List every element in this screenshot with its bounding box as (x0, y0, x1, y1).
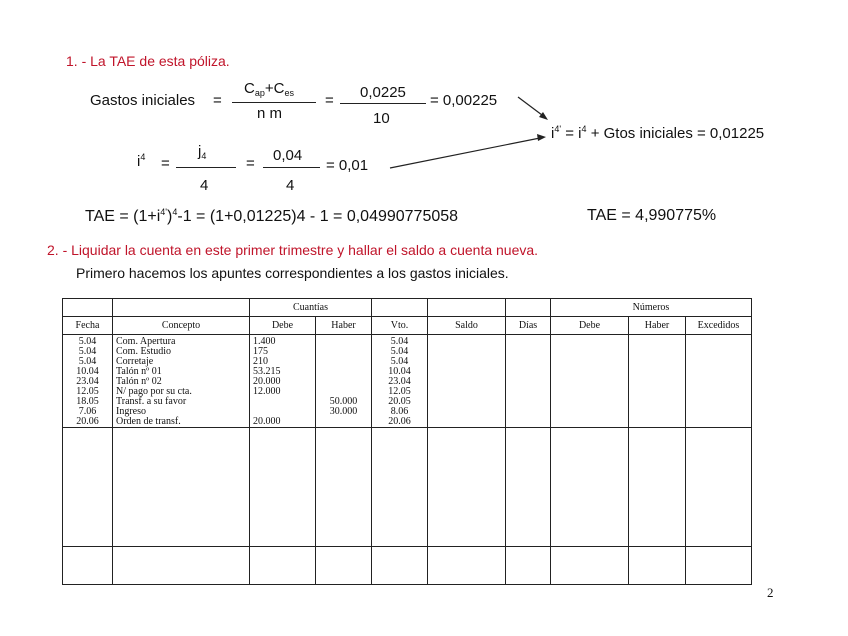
cell-vto: 10.04 (372, 367, 428, 377)
cell-concepto: Talón nº 01 (113, 367, 250, 377)
header-excedidos: Excedidos (686, 317, 752, 335)
cell-fecha: 12.05 (63, 387, 113, 397)
header-numeros-debe: Debe (551, 317, 629, 335)
arrow-icon (518, 97, 548, 120)
cell-vto: 5.04 (372, 335, 428, 348)
section2-title: 2. - Liquidar la cuenta en este primer trimestre y hallar el saldo a cuenta nueva. (47, 242, 539, 258)
cell-haber: 50.000 (316, 397, 372, 407)
i4-label: $i^4$ (137, 152, 146, 170)
header-saldo: Saldo (428, 317, 506, 335)
ledger-table (62, 298, 752, 585)
cell-concepto: Ingreso (113, 407, 250, 417)
equals-sign: = (246, 155, 255, 172)
cell-debe: 53.215 (250, 367, 316, 377)
header-debe: Debe (250, 317, 316, 335)
tae-formula: TAE = $(1+i^{4'})^4-1 = (1+0,01225)4 - 1 = 0,04990775058$ (85, 207, 459, 225)
cell-vto: 5.04 (372, 357, 428, 367)
cell-debe: 20.000 (250, 377, 316, 387)
fraction1-numerator: $C_{ap}+C_{es}$ (244, 80, 294, 98)
gastos-result: = 0,00225 (430, 92, 498, 109)
header-numeros-haber: Haber (629, 317, 686, 335)
cell-haber (316, 367, 372, 377)
equals-sign: = (161, 155, 170, 172)
fraction4-numerator: 0,04 (273, 147, 303, 164)
fraction1-denominator: n m (257, 105, 283, 122)
cell-debe: 12.000 (250, 387, 316, 397)
header-concepto: Concepto (113, 317, 250, 335)
page-number: 2 (767, 585, 774, 600)
cell-fecha: 10.04 (63, 367, 113, 377)
cell-fecha: 5.04 (63, 357, 113, 367)
group-numeros: Números (551, 299, 752, 317)
arrow-icon (390, 134, 546, 168)
i4-result: = 0,01 (326, 157, 369, 174)
cell-vto: 5.04 (372, 347, 428, 357)
combined-formula: $i^{4'} = i^4$ + Gtos iniciales = 0,01225 (551, 124, 765, 142)
cell-haber (316, 347, 372, 357)
cell-debe: 210 (250, 357, 316, 367)
table-empty-row (63, 547, 752, 585)
cell-haber: 30.000 (316, 407, 372, 417)
tae-result: TAE = 4,990775% (587, 207, 717, 224)
cell-concepto: Orden de transf. (113, 417, 250, 428)
cell-debe (250, 397, 316, 407)
cell-concepto: N/ pago por su cta. (113, 387, 250, 397)
fraction3-numerator: $j_4$ (198, 143, 207, 161)
cell-concepto: Transf. a su favor (113, 397, 250, 407)
fraction3-denominator: 4 (200, 177, 209, 194)
cell-fecha: 5.04 (63, 335, 113, 348)
table-row (63, 417, 752, 428)
gastos-label: Gastos iniciales (90, 92, 196, 109)
cell-concepto: Corretaje (113, 357, 250, 367)
cell-fecha: 20.06 (63, 417, 113, 428)
section2-subtitle: Primero hacemos los apuntes correspondientes a los gastos iniciales. (76, 265, 509, 281)
cell-vto: 12.05 (372, 387, 428, 397)
cell-concepto: Com. Estudio (113, 347, 250, 357)
cell-concepto: Com. Apertura (113, 335, 250, 348)
header-fecha: Fecha (63, 317, 113, 335)
cell-debe: 20.000 (250, 417, 316, 428)
cell-fecha: 18.05 (63, 397, 113, 407)
cell-debe: 175 (250, 347, 316, 357)
table-header-row (63, 317, 752, 335)
cell-haber (316, 335, 372, 348)
cell-fecha: 7.06 (63, 407, 113, 417)
fraction4-denominator: 4 (286, 177, 295, 194)
equals-sign: = (213, 92, 222, 109)
cell-vto: 20.06 (372, 417, 428, 428)
header-vto: Vto. (372, 317, 428, 335)
header-haber: Haber (316, 317, 372, 335)
header-dias: Días (506, 317, 551, 335)
cell-fecha: 23.04 (63, 377, 113, 387)
cell-vto: 8.06 (372, 407, 428, 417)
table-empty-row (63, 428, 752, 547)
fraction2-denominator: 10 (373, 110, 390, 127)
cell-vto: 23.04 (372, 377, 428, 387)
cell-vto: 20.05 (372, 397, 428, 407)
cell-haber (316, 357, 372, 367)
cell-haber (316, 417, 372, 428)
table-header-row (63, 299, 752, 317)
group-cuantias: Cuantías (250, 299, 372, 317)
cell-debe: 1.400 (250, 335, 316, 348)
cell-concepto: Talón nº 02 (113, 377, 250, 387)
fraction2-numerator: 0,0225 (360, 84, 406, 101)
section1-title: 1. - La TAE de esta póliza. (66, 53, 230, 69)
equals-sign: = (325, 92, 334, 109)
cell-haber (316, 377, 372, 387)
cell-fecha: 5.04 (63, 347, 113, 357)
